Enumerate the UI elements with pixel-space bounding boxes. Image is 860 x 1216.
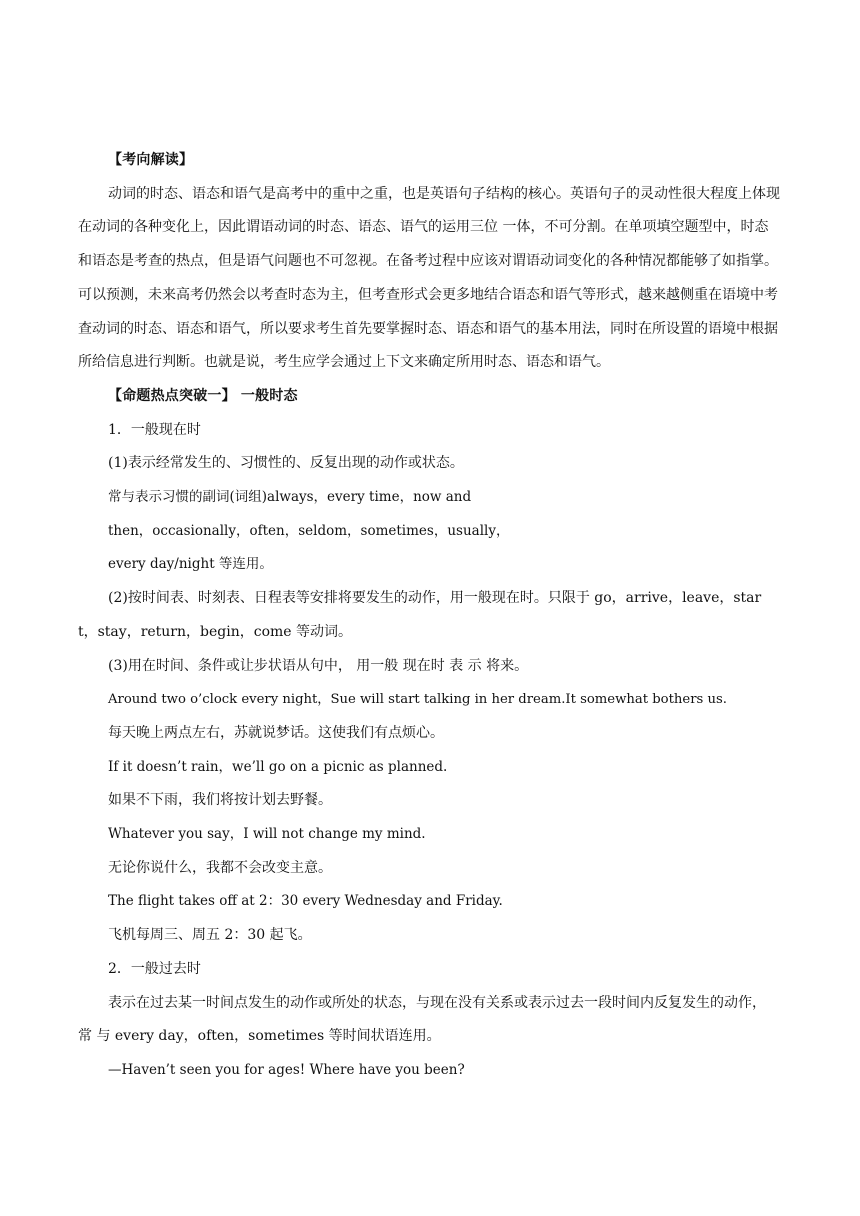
example3-english: Whatever you say，I will not change my mind. [108,826,426,843]
item1-point1: (1)表示经常发生的、习惯性的、反复出现的动作或状态。 [108,455,464,472]
example2-english: If it doesn’t rain，we’ll go on a picnic as planned. [108,758,448,775]
item1-point1-line3: every day/night 等连用。 [108,556,273,573]
item1-point1-line1: 常与表示习惯的副词(词组)always，every time，now and [108,489,472,506]
section-heading: 【考向解读】 [108,152,194,168]
item2-title: 2．一般过去时 [108,960,201,977]
example4-english: The flight takes off at 2：30 every Wednesday and Friday. [108,893,503,910]
item1-point3: (3)用在时间、条件或让步状语从句中， 用一般 现在时 表 示 将来。 [108,657,529,674]
item2-example1: —Haven’t seen you for ages! Where have you been? [108,1061,465,1078]
hotpoint-heading: 【命题热点突破一】 一般时态 [108,387,298,404]
item1-point1-line2: then，occasionally，often，seldom，sometimes，usually， [108,522,510,539]
example4-chinese: 飞机每周三、周五 2：30 起飞。 [108,927,312,944]
example3-chinese: 无论你说什么，我都不会改变主意。 [108,859,332,876]
example1-chinese: 每天晚上两点左右，苏就说梦话。这使我们有点烦心。 [108,724,444,741]
intro-paragraph: 动词的时态、语态和语气是高考中的重中之重，也是英语句子结构的核心。英语句子的灵动性很大程度上体现在动词的各种变化上，因此谓语动词的时态、语态、语气的运用三位 一体，不可分割。在单项填空题型中，时态和语态是考查的热点，但是语气问题也不可忽视。在备考过程中应该对谓语动词变化的各种情况都能够了如指掌。可以预测，未来高考仍然会以考查时态为主，但考查形式会更多地结合语态和语气等形式，越来越侧重在语境中考查动词的时态、语态和语气，所以要求考生首先要掌握时态、语态和语气的基本用法，同时在所设置的语境中根据所给信息进行判断。也就是说，考生应学会通过上下文来确定所用时态、语态和语气。 [78,185,780,371]
document-body [78,144,780,1088]
example2-chinese: 如果不下雨，我们将按计划去野餐。 [108,792,332,809]
item1-point2: (2)按时间表、时刻表、日程表等安排将要发生的动作，用一般现在时。只限于 go，arrive，leave，start，stay，return，begin，come 等动词。 [78,590,762,640]
item2-paragraph: 表示在过去某一时间点发生的动作或所处的状态，与现在没有关系或表示过去一段时间内反复发生的动作， 常 与 every day，often，sometimes 等时间状语连用。 [78,994,766,1045]
item1-title: 1．一般现在时 [108,421,201,438]
example1-english: Around two o’clock every night，Sue will start talking in her dream.It somewhat bothers us. [108,692,727,708]
